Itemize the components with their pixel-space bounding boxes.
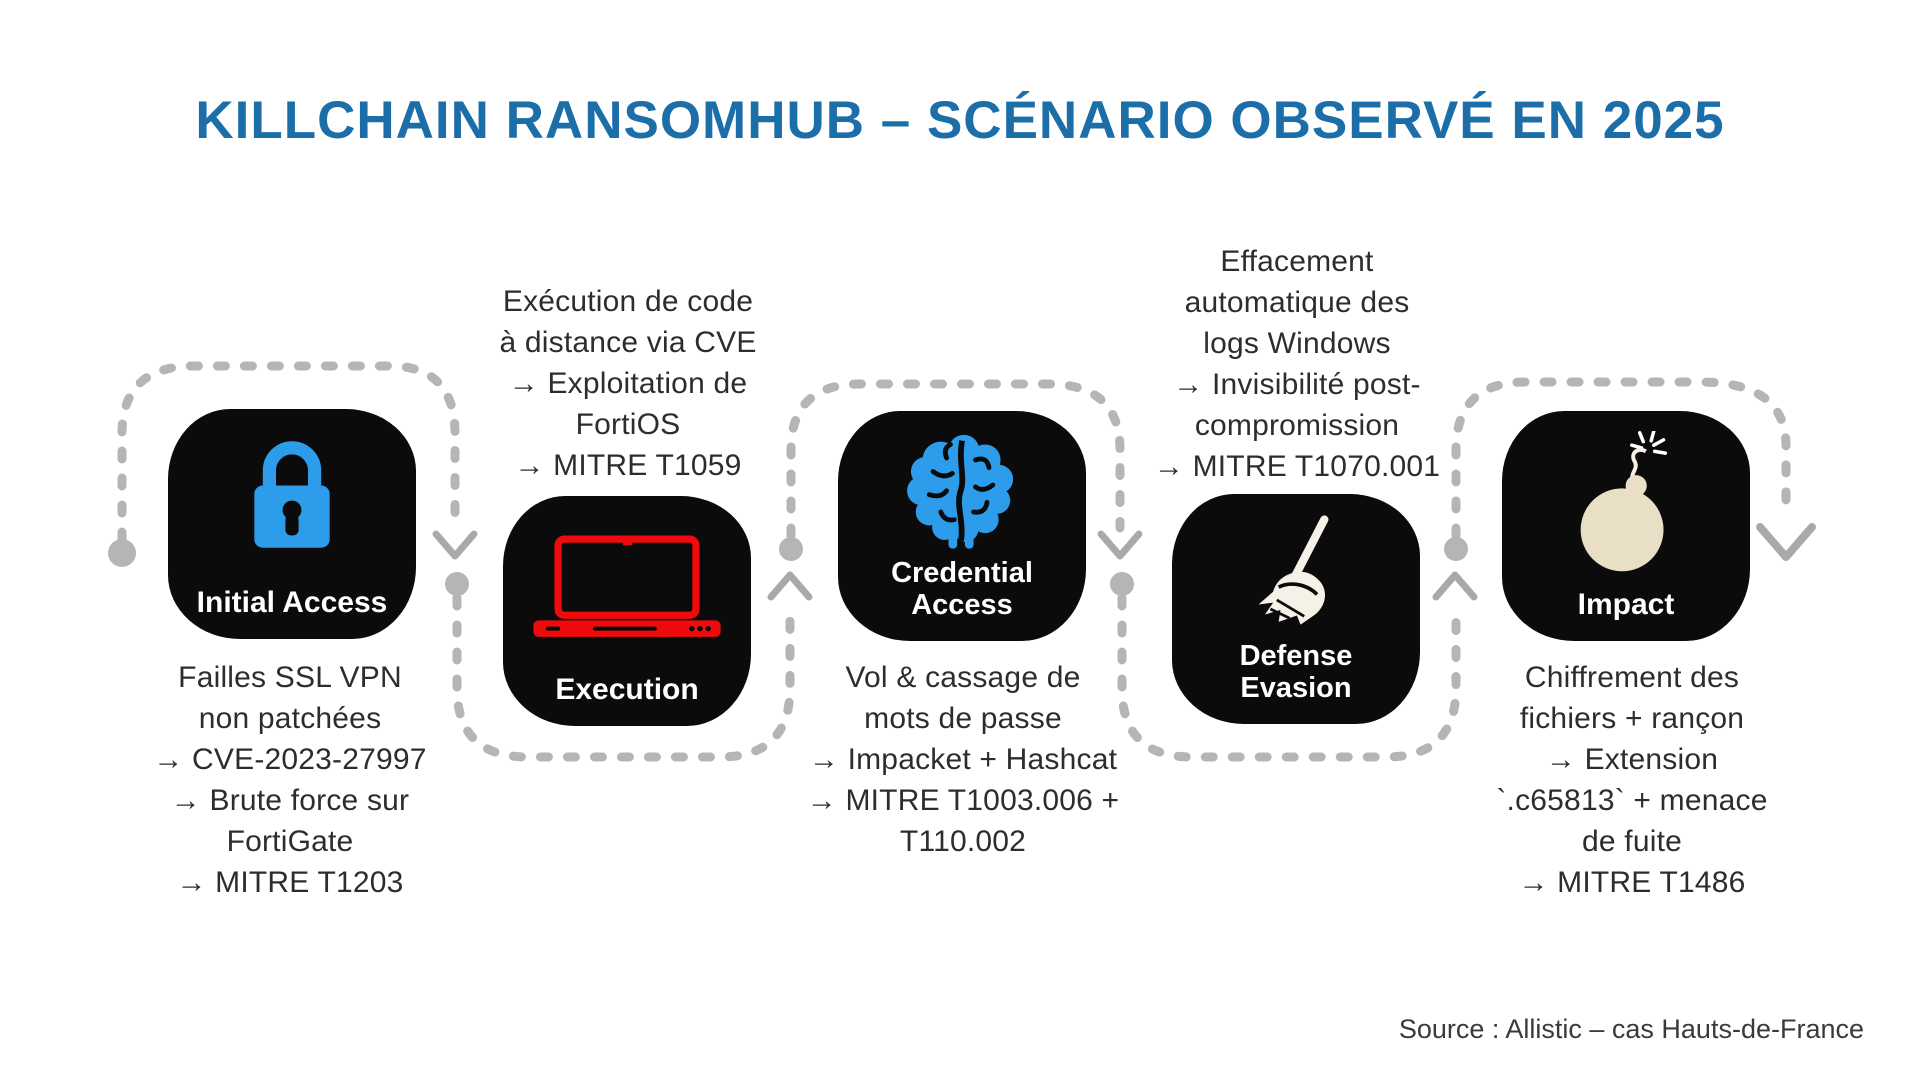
detail-line: → MITRE T1070.001: [1153, 450, 1441, 483]
broom-icon: [1242, 514, 1350, 637]
detail-line: à distance via CVE: [499, 326, 757, 359]
detail-line: → Brute force sur: [170, 784, 410, 817]
detail-line: mots de passe: [864, 702, 1062, 735]
path-node-dot: [445, 572, 469, 596]
lock-icon: [240, 429, 344, 559]
detail-line: Failles SSL VPN: [178, 661, 402, 694]
brain-icon: [900, 431, 1024, 554]
stage-label: Initial Access: [196, 585, 388, 619]
detail-line: → MITRE T1003.006 +: [806, 784, 1120, 817]
detail-line: → Exploitation de: [508, 367, 748, 400]
detail-line: → MITRE T1203: [176, 866, 404, 899]
path-start-dot: [108, 539, 136, 567]
detail-line: FortiGate: [226, 825, 354, 858]
path-node-dot: [1110, 572, 1134, 596]
detail-line: → CVE-2023-27997: [153, 743, 427, 776]
stage-details-defense-evasion: [1102, 241, 1492, 487]
page-title: KILLCHAIN RANSOMHUB – SCÉNARIO OBSERVÉ EN 2025: [195, 91, 1725, 150]
stage-label: Impact: [1577, 587, 1675, 621]
detail-line: logs Windows: [1203, 327, 1391, 360]
detail-line: Vol & cassage de: [845, 661, 1081, 694]
detail-line: compromission: [1194, 409, 1400, 442]
stage-details-credential-access: [763, 657, 1163, 862]
detail-line: fichiers + rançon: [1519, 702, 1745, 735]
stage-details-initial-access: [95, 657, 485, 903]
stage-block-initial-access: [168, 409, 416, 639]
detail-line: automatique des: [1184, 286, 1410, 319]
path-node-dot: [779, 537, 803, 561]
detail-line: → Invisibilité post-: [1173, 368, 1421, 401]
source-credit: Source : Allistic – cas Hauts-de-France: [1398, 1014, 1864, 1044]
stage-label: Defense Evasion: [1239, 640, 1353, 704]
path-node-dot: [1444, 537, 1468, 561]
stage-block-execution: [503, 496, 751, 726]
detail-line: Chiffrement des: [1524, 661, 1740, 694]
stage-label: Credential Access: [891, 557, 1033, 621]
detail-line: → Impacket + Hashcat: [808, 743, 1118, 776]
arrow-up-icon: [1436, 575, 1474, 597]
detail-line: `.c65813` + menace: [1496, 784, 1768, 817]
detail-line: → MITRE T1486: [1518, 866, 1746, 899]
arrow-down-icon: [1760, 527, 1812, 557]
detail-line: FortiOS: [575, 408, 681, 441]
arrow-down-icon: [436, 534, 474, 556]
detail-line: Exécution de code: [502, 285, 754, 318]
arrow-down-icon: [1101, 534, 1139, 556]
stage-details-execution: [448, 281, 808, 486]
detail-line: → MITRE T1059: [514, 449, 742, 482]
stage-label: Execution: [555, 672, 699, 706]
detail-line: → Extension: [1545, 743, 1719, 776]
bomb-icon: [1578, 431, 1675, 581]
detail-line: Effacement: [1220, 245, 1374, 278]
stage-block-credential-access: [838, 411, 1086, 641]
laptop-icon: [529, 534, 725, 642]
detail-line: de fuite: [1581, 825, 1682, 858]
arrow-up-icon: [771, 575, 809, 597]
detail-line: non patchées: [198, 702, 382, 735]
stage-details-impact: [1432, 657, 1832, 903]
stage-block-defense-evasion: [1172, 494, 1420, 724]
detail-line: T110.002: [899, 825, 1027, 858]
stage-block-impact: [1502, 411, 1750, 641]
